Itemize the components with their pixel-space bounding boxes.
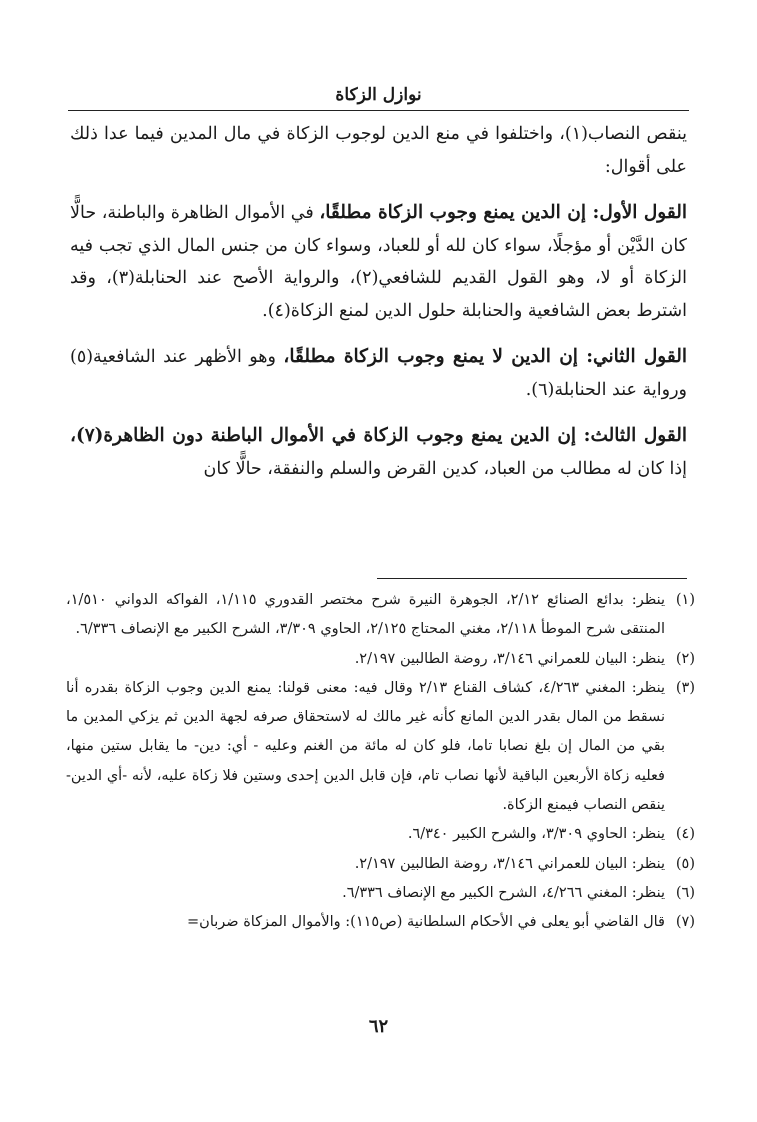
footnote-text: ينظر: المغني ٤/٢٦٦، الشرح الكبير مع الإنصاف ٦/٣٣٦.	[342, 884, 665, 901]
footnote-5	[66, 850, 695, 879]
footnote-text: ينظر: البيان للعمراني ٣/١٤٦، روضة الطالبين ٢/١٩٧.	[354, 855, 665, 872]
header-title: نوازل الزكاة	[335, 85, 422, 105]
paragraph-1: ينقص النصاب(١)، واختلفوا في منع الدين لوجوب الزكاة في مال المدين فيما عدا ذلك على أقوال:	[70, 124, 687, 177]
second-opinion-text: وهو الأظهر عند الشافعية(٥) ورواية عند الحنابلة(٦).	[70, 347, 687, 400]
main-text	[70, 118, 687, 485]
footnote-3	[66, 674, 695, 820]
paragraph-second-opinion	[70, 341, 687, 406]
third-opinion-text: إذا كان له مطالب من العباد، كدين القرض والسلم والنفقة، حالًّا كان	[203, 458, 687, 479]
first-opinion-text: في الأموال الظاهرة والباطنة، حالًّا كان الدَّيْن أو مؤجلًا، سواء كان لله أو للعباد، وسواء كان من جنس المال الذي تجب فيه الزكاة أو لا، وهو القول القديم للشافعي(٢)، والرواية الأصح عند الحنابلة(٣)، وقد اشترط بعض الشافعية والحنابلة حلول الدين لمنع الزكاة(٤).	[70, 203, 687, 321]
paragraph-first-opinion	[70, 197, 687, 327]
footnote-number: (٦)	[675, 884, 695, 901]
third-opinion-heading: القول الثالث: إن الدين يمنع وجوب الزكاة في الأموال الباطنة دون الظاهرة(٧)،	[70, 425, 687, 446]
footnote-text: ينظر: المغني ٤/٢٦٣، كشاف القناع ٢/١٣ وقال فيه: معنى قولنا: يمنع الدين وجوب الزكاة بقدره أنا نسقط من المال بقدر الدين المانع كأنه غير مالك له لاستحقاق صرفه لجهة الدين ثم يزكي المدين ما بقي من المال إن بلغ نصابا تاما، فلو كان له مائة من الغنم وعليه - أي: دين- ما يقابل ستين منها، فعليه زكاة الأربعين الباقية لأنها نصاب تام، فإن قابل الدين إحدى وستين فلا زكاة عليه، لأنه -أي الدين- ينقص النصاب فيمنع الزكاة.	[66, 679, 665, 814]
footnote-text: ينظر: الحاوي ٣/٣٠٩، والشرح الكبير ٦/٣٤٠.	[407, 826, 665, 843]
running-header	[68, 78, 689, 106]
first-opinion-heading: القول الأول: إن الدين يمنع وجوب الزكاة مطلقًا،	[319, 202, 687, 223]
footnote-number: (٧)	[675, 914, 695, 931]
footnote-6	[66, 879, 695, 908]
second-opinion-heading: القول الثاني: إن الدين لا يمنع وجوب الزكاة مطلقًا،	[283, 346, 687, 367]
paragraph-third-opinion	[70, 420, 687, 485]
footnote-number: (٥)	[675, 855, 695, 872]
page-number: ٦٢	[368, 1016, 389, 1037]
footnote-4	[66, 820, 695, 849]
footnotes	[66, 586, 695, 938]
footnote-number: (٢)	[675, 650, 695, 667]
footnote-number: (٤)	[675, 826, 695, 843]
footnote-2	[66, 645, 695, 674]
footnote-text: ينظر: البيان للعمراني ٣/١٤٦، روضة الطالبين ٢/١٩٧.	[354, 650, 665, 667]
footnote-1	[66, 586, 695, 645]
footnote-text: ينظر: بدائع الصنائع ٢/١٢، الجوهرة النيرة شرح مختصر القدوري ١/١١٥، الفواكه الدواني ١/٥١٠، المنتقى شرح الموطأ ٢/١١٨، مغني المحتاج ٢/١٢٥، الحاوي ٣/٣٠٩، الشرح الكبير مع الإنصاف ٦/٣٣٦.	[66, 592, 665, 638]
footnote-7	[66, 908, 695, 937]
footnote-separator	[377, 578, 687, 579]
footnote-number: (٣)	[675, 679, 695, 696]
header-rule	[68, 110, 689, 111]
footnote-text: قال القاضي أبو يعلى في الأحكام السلطانية (ص١١٥): والأموال المزكاة ضربان=	[187, 914, 665, 931]
footnote-number: (١)	[675, 592, 695, 608]
